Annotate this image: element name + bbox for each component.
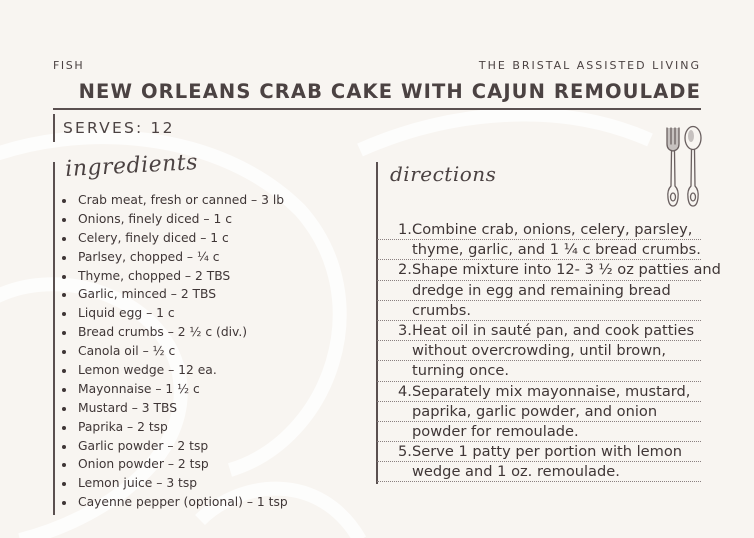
ingredient-item: Paprika – 2 tsp xyxy=(60,418,288,437)
ingredient-item: Garlic powder – 2 tsp xyxy=(60,437,288,456)
directions-list xyxy=(377,220,721,482)
bullet-icon xyxy=(62,256,66,260)
serves-accent-bar xyxy=(53,114,55,142)
direction-line: 5. Serve 1 patty per portion with lemon xyxy=(377,442,701,462)
direction-line: 2. Shape mixture into 12- 3 ½ oz patties and xyxy=(377,260,701,280)
ingredient-item: Mustard – 3 TBS xyxy=(60,399,288,418)
ingredient-item: Bread crumbs – 2 ½ c (div.) xyxy=(60,323,288,342)
bullet-icon xyxy=(62,199,66,203)
bullet-icon xyxy=(62,293,66,297)
bullet-icon xyxy=(62,482,66,486)
bullet-icon xyxy=(62,218,66,222)
ingredient-item: Garlic, minced – 2 TBS xyxy=(60,285,288,304)
serves-count: SERVES: 12 xyxy=(63,119,175,137)
bullet-icon xyxy=(62,501,66,505)
bullet-icon xyxy=(62,463,66,467)
direction-line: wedge and 1 oz. remoulade. xyxy=(377,462,701,482)
ingredients-heading: ingredients xyxy=(64,150,199,182)
direction-line: powder for remoulade. xyxy=(377,422,701,442)
direction-line: turning once. xyxy=(377,361,701,381)
directions-heading: directions xyxy=(390,162,497,186)
direction-line: without overcrowding, until brown, xyxy=(377,341,701,361)
bullet-icon xyxy=(62,312,66,316)
bullet-icon xyxy=(62,350,66,354)
direction-line: paprika, garlic powder, and onion xyxy=(377,402,701,422)
bullet-icon xyxy=(62,388,66,392)
ingredient-item: Onion powder – 2 tsp xyxy=(60,455,288,474)
bullet-icon xyxy=(62,426,66,430)
ingredient-item: Lemon juice – 3 tsp xyxy=(60,474,288,493)
ingredient-item: Parlsey, chopped – ¼ c xyxy=(60,248,288,267)
ingredient-item: Canola oil – ½ c xyxy=(60,342,288,361)
bullet-icon xyxy=(62,275,66,279)
direction-line: crumbs. xyxy=(377,301,701,321)
direction-line: 4. Separately mix mayonnaise, mustard, xyxy=(377,382,701,402)
ingredient-item: Onions, finely diced – 1 c xyxy=(60,210,288,229)
ingredient-item: Liquid egg – 1 c xyxy=(60,304,288,323)
ingredient-item: Thyme, chopped – 2 TBS xyxy=(60,267,288,286)
ingredients-accent-bar xyxy=(53,162,55,515)
bullet-icon xyxy=(62,237,66,241)
ingredient-item: Celery, finely diced – 1 c xyxy=(60,229,288,248)
bullet-icon xyxy=(62,331,66,335)
direction-line: thyme, garlic, and 1 ¼ c bread crumbs. xyxy=(377,240,701,260)
recipe-title: NEW ORLEANS CRAB CAKE WITH CAJUN REMOULADE xyxy=(78,80,701,103)
ingredient-item: Cayenne pepper (optional) – 1 tsp xyxy=(60,493,288,512)
ingredients-list xyxy=(60,191,288,512)
recipe-category: FISH xyxy=(53,59,85,72)
ingredient-item: Mayonnaise – 1 ½ c xyxy=(60,380,288,399)
direction-line: 3. Heat oil in sauté pan, and cook patties xyxy=(377,321,701,341)
direction-line: 1. Combine crab, onions, celery, parsley, xyxy=(377,220,701,240)
bullet-icon xyxy=(62,407,66,411)
brand-name: THE BRISTAL ASSISTED LIVING xyxy=(478,59,701,72)
direction-line: dredge in egg and remaining bread xyxy=(377,281,701,301)
title-divider xyxy=(53,108,701,110)
ingredient-item: Crab meat, fresh or canned – 3 lb xyxy=(60,191,288,210)
bullet-icon xyxy=(62,445,66,449)
ingredient-item: Lemon wedge – 12 ea. xyxy=(60,361,288,380)
bullet-icon xyxy=(62,369,66,373)
cutlery-icon xyxy=(661,124,705,210)
